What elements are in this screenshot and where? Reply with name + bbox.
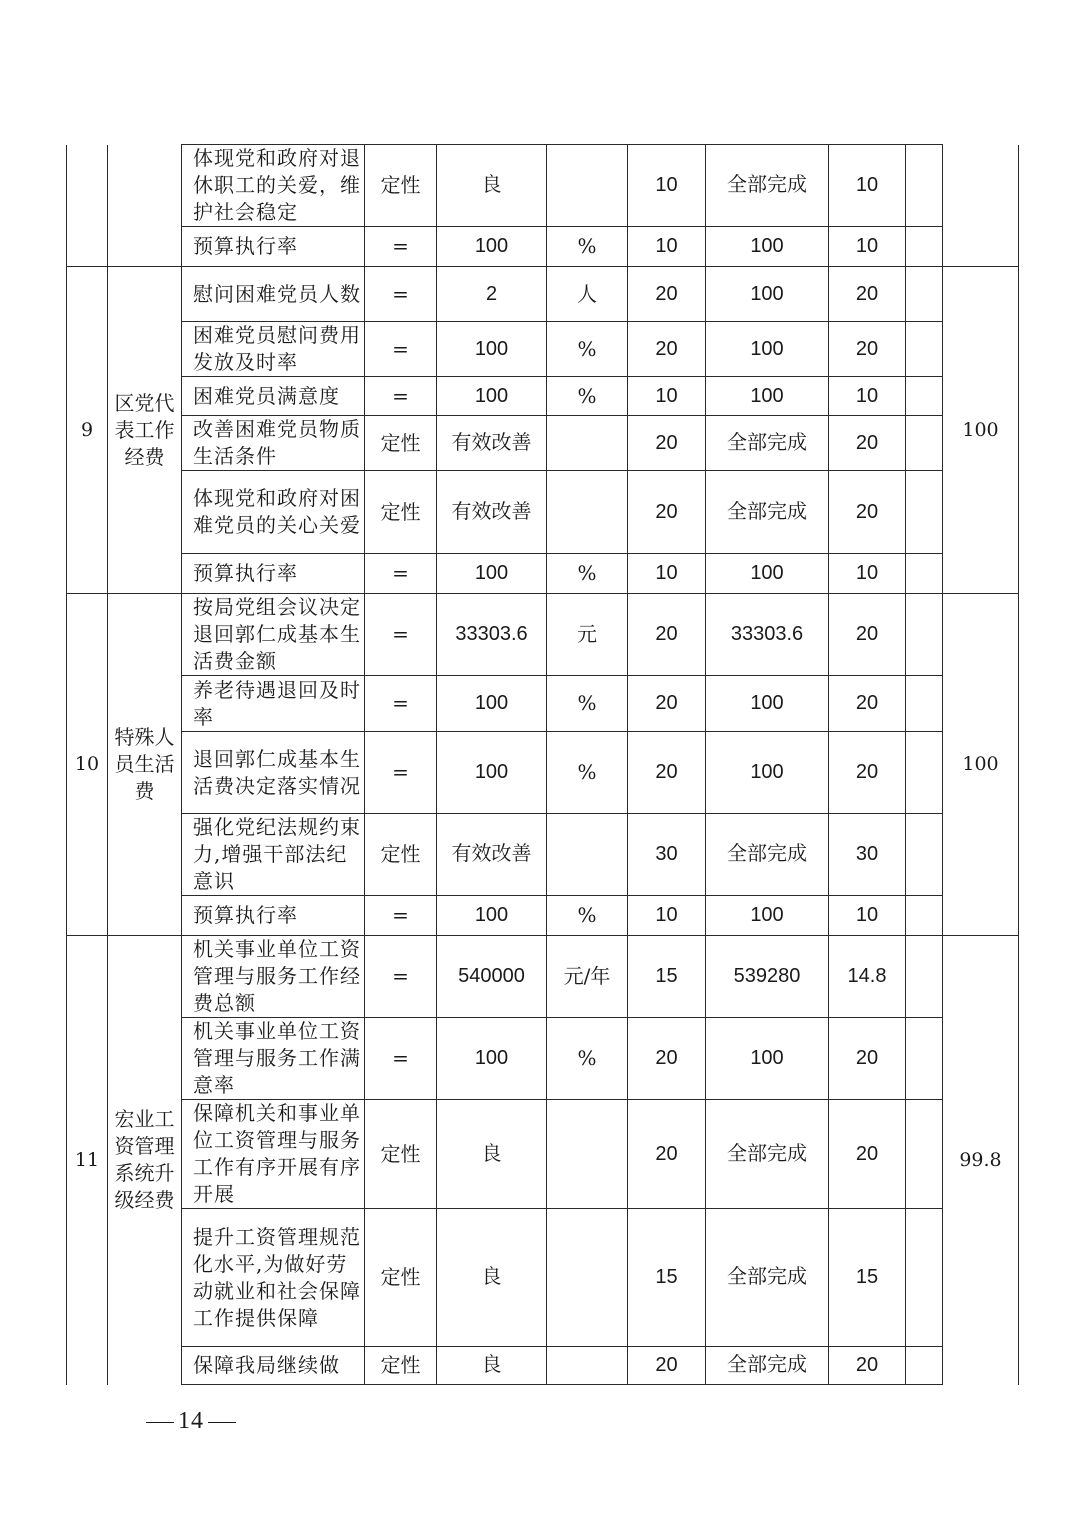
operator-cell: =: [365, 896, 437, 936]
operator-cell: =: [365, 227, 437, 267]
page-number: [142, 1408, 240, 1435]
project-total-score-cell: 100: [943, 594, 1019, 936]
table-row: [67, 377, 1019, 416]
unit-cell: [547, 1209, 628, 1347]
indicator-cell: 强化党纪法规约束力,增强干部法纪意识: [182, 814, 365, 896]
target-cell: 良: [437, 1347, 547, 1385]
weight-cell: 20: [628, 267, 706, 322]
remark-cell: [906, 896, 943, 936]
weight-cell: 20: [628, 416, 706, 471]
weight-cell: 10: [628, 227, 706, 267]
score-cell: 10: [829, 896, 906, 936]
target-cell: 良: [437, 1100, 547, 1209]
dash-right: [208, 1422, 236, 1423]
remark-cell: [906, 732, 943, 814]
unit-cell: %: [547, 896, 628, 936]
actual-cell: 全部完成: [706, 1100, 829, 1209]
target-cell: 100: [437, 322, 547, 377]
table-row: [67, 814, 1019, 896]
score-cell: 20: [829, 732, 906, 814]
score-cell: 20: [829, 322, 906, 377]
table-row: [67, 471, 1019, 554]
target-cell: 100: [437, 1018, 547, 1100]
score-cell: 10: [829, 377, 906, 416]
operator-cell: 定性: [365, 1209, 437, 1347]
remark-cell: [906, 471, 943, 554]
target-cell: 33303.6: [437, 594, 547, 676]
weight-cell: 15: [628, 1209, 706, 1347]
operator-cell: 定性: [365, 471, 437, 554]
actual-cell: 100: [706, 322, 829, 377]
weight-cell: 20: [628, 676, 706, 732]
target-cell: 100: [437, 676, 547, 732]
remark-cell: [906, 145, 943, 227]
project-total-score-cell: 100: [943, 267, 1019, 594]
unit-cell: [547, 814, 628, 896]
target-cell: 100: [437, 377, 547, 416]
score-cell: 20: [829, 471, 906, 554]
table-row: [67, 936, 1019, 1018]
weight-cell: 10: [628, 896, 706, 936]
unit-cell: [547, 471, 628, 554]
unit-cell: 人: [547, 267, 628, 322]
operator-cell: =: [365, 676, 437, 732]
score-cell: 20: [829, 1100, 906, 1209]
operator-cell: =: [365, 554, 437, 594]
table-row: [67, 1209, 1019, 1347]
indicator-cell: 保障机关和事业单位工资管理与服务工作有序开展有序开展: [182, 1100, 365, 1209]
actual-cell: 全部完成: [706, 416, 829, 471]
unit-cell: 元/年: [547, 936, 628, 1018]
total-score-cell-top: [943, 145, 1019, 267]
actual-cell: 全部完成: [706, 1347, 829, 1385]
target-cell: 有效改善: [437, 814, 547, 896]
table-row: [67, 676, 1019, 732]
indicator-cell: 困难党员满意度: [182, 377, 365, 416]
actual-cell: 100: [706, 732, 829, 814]
performance-table: [66, 144, 1019, 1385]
indicator-cell: 改善困难党员物质生活条件: [182, 416, 365, 471]
score-cell: 10: [829, 554, 906, 594]
actual-cell: 100: [706, 377, 829, 416]
operator-cell: 定性: [365, 1100, 437, 1209]
weight-cell: 15: [628, 936, 706, 1018]
weight-cell: 10: [628, 554, 706, 594]
table-row: [67, 1018, 1019, 1100]
indicator-cell: 机关事业单位工资管理与服务工作经费总额: [182, 936, 365, 1018]
weight-cell: 20: [628, 471, 706, 554]
indicator-cell: 养老待遇退回及时率: [182, 676, 365, 732]
indicator-cell: 退回郭仁成基本生活费决定落实情况: [182, 732, 365, 814]
actual-cell: 全部完成: [706, 814, 829, 896]
project-seq-cell: 11: [67, 936, 108, 1385]
score-cell: 20: [829, 594, 906, 676]
project-name-cell: 宏业工资管理系统升级经费: [108, 936, 182, 1385]
table-row: [67, 267, 1019, 322]
table-row: [67, 554, 1019, 594]
remark-cell: [906, 377, 943, 416]
operator-cell: 定性: [365, 416, 437, 471]
table-row: [67, 896, 1019, 936]
target-cell: 100: [437, 732, 547, 814]
score-cell: 20: [829, 267, 906, 322]
actual-cell: 全部完成: [706, 145, 829, 227]
indicator-cell: 困难党员慰问费用发放及时率: [182, 322, 365, 377]
dash-left: [146, 1422, 174, 1423]
operator-cell: =: [365, 377, 437, 416]
score-cell: 10: [829, 227, 906, 267]
unit-cell: %: [547, 322, 628, 377]
indicator-cell: 体现党和政府对退休职工的关爱，维护社会稳定: [182, 145, 365, 227]
target-cell: 100: [437, 896, 547, 936]
remark-cell: [906, 594, 943, 676]
target-cell: 100: [437, 227, 547, 267]
operator-cell: =: [365, 594, 437, 676]
unit-cell: 元: [547, 594, 628, 676]
operator-cell: =: [365, 1018, 437, 1100]
weight-cell: 30: [628, 814, 706, 896]
remark-cell: [906, 267, 943, 322]
page-number-text: 14: [178, 1408, 204, 1434]
indicator-cell: 机关事业单位工资管理与服务工作满意率: [182, 1018, 365, 1100]
target-cell: 100: [437, 554, 547, 594]
indicator-cell: 体现党和政府对困难党员的关心关爱: [182, 471, 365, 554]
target-cell: 良: [437, 1209, 547, 1347]
remark-cell: [906, 1347, 943, 1385]
weight-cell: 20: [628, 1100, 706, 1209]
operator-cell: 定性: [365, 145, 437, 227]
target-cell: 有效改善: [437, 471, 547, 554]
target-cell: 540000: [437, 936, 547, 1018]
unit-cell: %: [547, 1018, 628, 1100]
table-row: [67, 227, 1019, 267]
unit-cell: %: [547, 732, 628, 814]
score-cell: 30: [829, 814, 906, 896]
score-cell: 15: [829, 1209, 906, 1347]
actual-cell: 全部完成: [706, 1209, 829, 1347]
unit-cell: %: [547, 227, 628, 267]
project-cell-top: [108, 145, 182, 267]
target-cell: 有效改善: [437, 416, 547, 471]
operator-cell: =: [365, 322, 437, 377]
unit-cell: %: [547, 554, 628, 594]
remark-cell: [906, 814, 943, 896]
project-seq-cell: 9: [67, 267, 108, 594]
table-row: [67, 145, 1019, 227]
table-row: [67, 1347, 1019, 1385]
weight-cell: 10: [628, 145, 706, 227]
unit-cell: [547, 145, 628, 227]
unit-cell: %: [547, 676, 628, 732]
weight-cell: 20: [628, 594, 706, 676]
remark-cell: [906, 936, 943, 1018]
actual-cell: 100: [706, 554, 829, 594]
remark-cell: [906, 1209, 943, 1347]
table-row: [67, 416, 1019, 471]
weight-cell: 20: [628, 322, 706, 377]
project-total-score-cell: 99.8: [943, 936, 1019, 1385]
operator-cell: =: [365, 936, 437, 1018]
weight-cell: 20: [628, 1018, 706, 1100]
score-cell: 20: [829, 1018, 906, 1100]
remark-cell: [906, 322, 943, 377]
seq-cell-top: [67, 145, 108, 267]
project-seq-cell: 10: [67, 594, 108, 936]
indicator-cell: 预算执行率: [182, 896, 365, 936]
indicator-cell: 保障我局继续做: [182, 1347, 365, 1385]
actual-cell: 100: [706, 267, 829, 322]
operator-cell: =: [365, 732, 437, 814]
score-cell: 20: [829, 1347, 906, 1385]
actual-cell: 33303.6: [706, 594, 829, 676]
unit-cell: [547, 1100, 628, 1209]
weight-cell: 20: [628, 1347, 706, 1385]
remark-cell: [906, 1100, 943, 1209]
indicator-cell: 按局党组会议决定退回郭仁成基本生活费金额: [182, 594, 365, 676]
operator-cell: 定性: [365, 1347, 437, 1385]
remark-cell: [906, 1018, 943, 1100]
indicator-cell: 慰问困难党员人数: [182, 267, 365, 322]
remark-cell: [906, 416, 943, 471]
indicator-cell: 预算执行率: [182, 554, 365, 594]
target-cell: 2: [437, 267, 547, 322]
table-row: [67, 322, 1019, 377]
weight-cell: 10: [628, 377, 706, 416]
target-cell: 良: [437, 145, 547, 227]
score-cell: 20: [829, 676, 906, 732]
remark-cell: [906, 676, 943, 732]
actual-cell: 100: [706, 1018, 829, 1100]
table-row: [67, 594, 1019, 676]
unit-cell: [547, 1347, 628, 1385]
table-row: [67, 1100, 1019, 1209]
unit-cell: [547, 416, 628, 471]
remark-cell: [906, 227, 943, 267]
actual-cell: 100: [706, 896, 829, 936]
operator-cell: =: [365, 267, 437, 322]
actual-cell: 539280: [706, 936, 829, 1018]
project-name-cell: 区党代表工作经费: [108, 267, 182, 594]
actual-cell: 100: [706, 227, 829, 267]
actual-cell: 全部完成: [706, 471, 829, 554]
score-cell: 14.8: [829, 936, 906, 1018]
score-cell: 10: [829, 145, 906, 227]
unit-cell: %: [547, 377, 628, 416]
indicator-cell: 提升工资管理规范化水平,为做好劳动就业和社会保障工作提供保障: [182, 1209, 365, 1347]
operator-cell: 定性: [365, 814, 437, 896]
actual-cell: 100: [706, 676, 829, 732]
score-cell: 20: [829, 416, 906, 471]
table-row: [67, 732, 1019, 814]
indicator-cell: 预算执行率: [182, 227, 365, 267]
weight-cell: 20: [628, 732, 706, 814]
project-name-cell: 特殊人员生活费: [108, 594, 182, 936]
remark-cell: [906, 554, 943, 594]
